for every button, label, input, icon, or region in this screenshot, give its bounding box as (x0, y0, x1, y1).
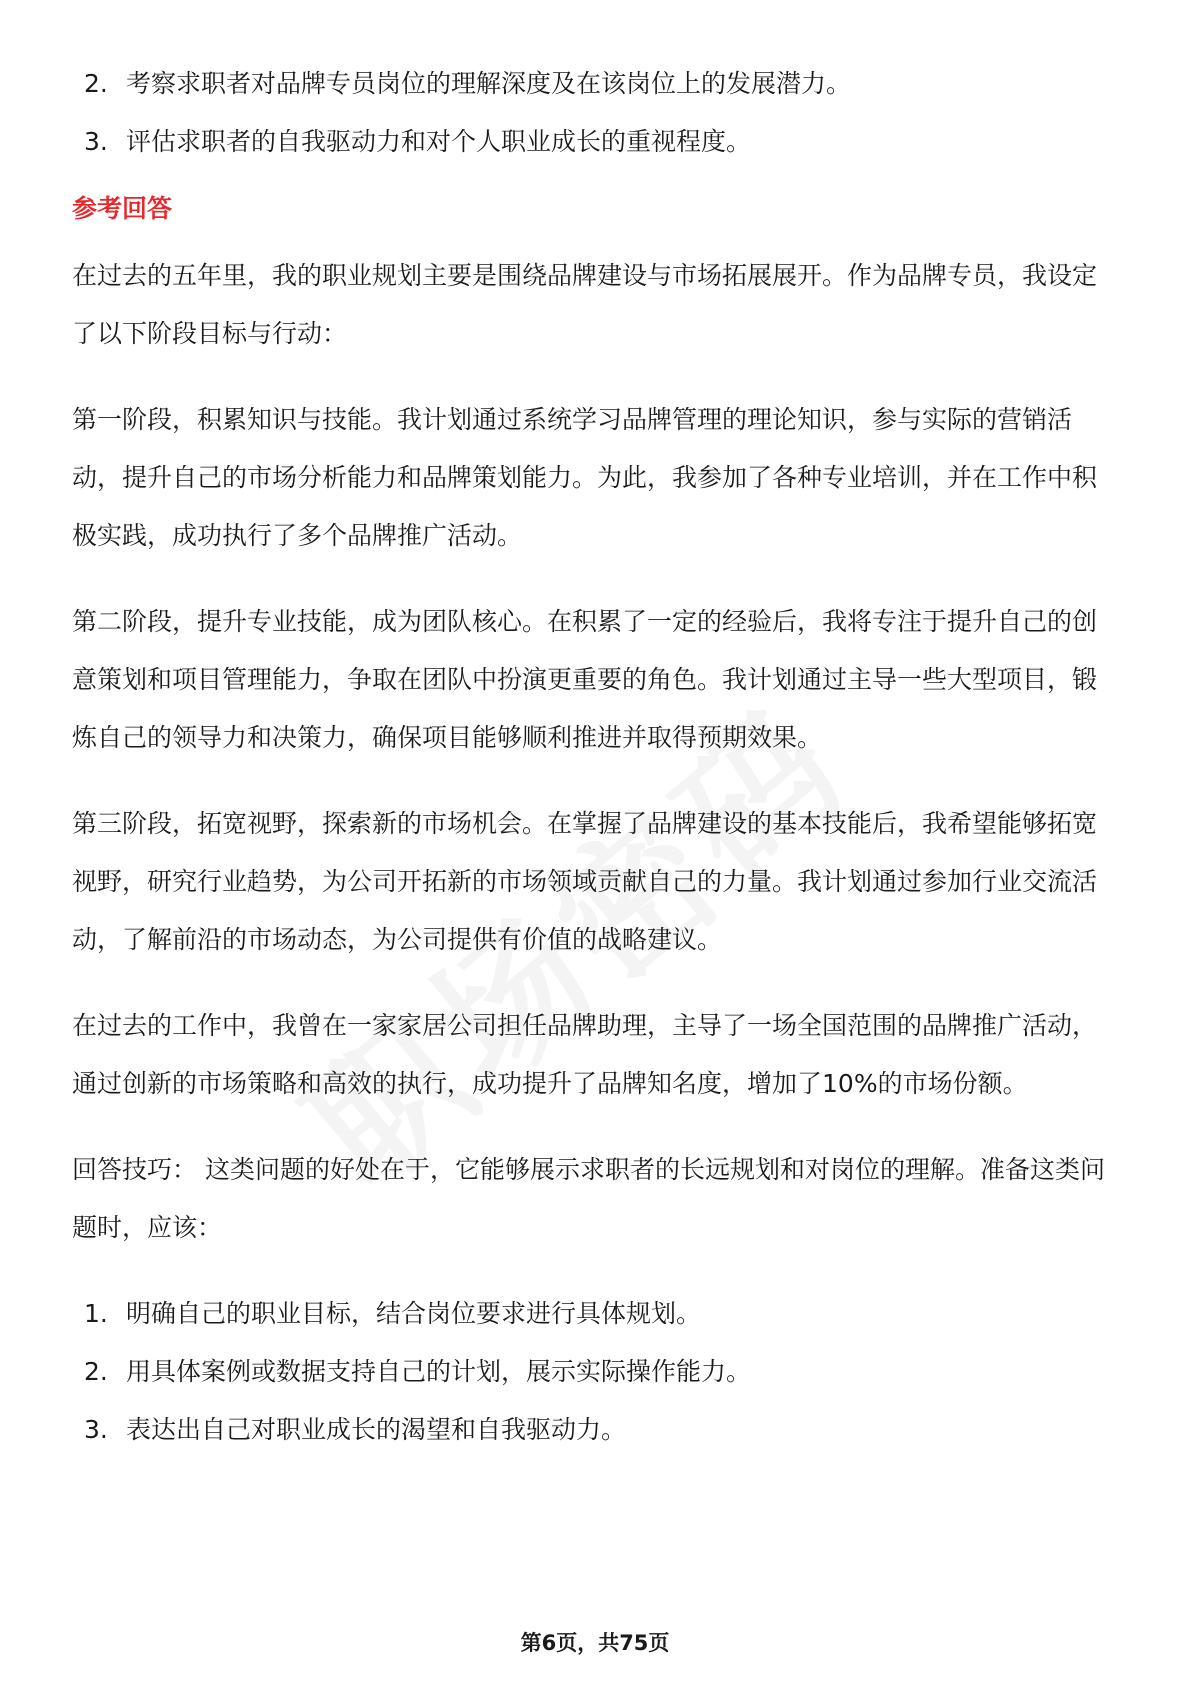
paragraph-stage-one: 第一阶段，积累知识与技能。我计划通过系统学习品牌管理的理论知识，参与实际的营销活动，提升自己的市场分析能力和品牌策划能力。为此，我参加了各种专业培训，并在工作中积极实践，成功执行了多个品牌推广活动。 (72, 405, 1098, 550)
list-text: 用具体案例或数据支持自己的计划，展示实际操作能力。 (126, 1357, 752, 1386)
list-item (72, 1343, 1120, 1401)
evaluation-points-list (72, 55, 1120, 171)
page-content (72, 55, 1120, 1459)
list-text: 明确自己的职业目标，结合岗位要求进行具体规划。 (126, 1299, 702, 1328)
list-item (72, 1401, 1120, 1459)
list-text: 考察求职者对品牌专员岗位的理解深度及在该岗位上的发展潜力。 (126, 69, 852, 98)
paragraph-intro: 在过去的五年里，我的职业规划主要是围绕品牌建设与市场拓展展开。作为品牌专员，我设定了以下阶段目标与行动： (72, 261, 1098, 348)
tips-list (72, 1285, 1120, 1459)
paragraph-stage-three: 第三阶段，拓宽视野，探索新的市场机会。在掌握了品牌建设的基本技能后，我希望能够拓宽视野，研究行业趋势，为公司开拓新的市场领域贡献自己的力量。我计划通过参加行业交流活动，了解前沿的市场动态，为公司提供有价值的战略建议。 (72, 809, 1098, 954)
list-item (72, 1285, 1120, 1343)
list-number: 3. (84, 127, 108, 156)
list-number: 2. (84, 1357, 108, 1386)
paragraph-experience: 在过去的工作中，我曾在一家家居公司担任品牌助理，主导了一场全国范围的品牌推广活动，通过创新的市场策略和高效的执行，成功提升了品牌知名度，增加了10%的市场份额。 (72, 1011, 1098, 1098)
list-text: 表达出自己对职业成长的渴望和自我驱动力。 (126, 1415, 627, 1444)
list-number: 1. (84, 1299, 108, 1328)
list-number: 3. (84, 1415, 108, 1444)
list-item (72, 113, 1120, 171)
list-item (72, 55, 1120, 113)
paragraph-stage-two: 第二阶段，提升专业技能，成为团队核心。在积累了一定的经验后，我将专注于提升自己的创意策划和项目管理能力，争取在团队中扮演更重要的角色。我计划通过主导一些大型项目，锻炼自己的领导力和决策力，确保项目能够顺利推进并取得预期效果。 (72, 607, 1098, 752)
page-number-footer: 第6页，共75页 (520, 1631, 670, 1655)
list-number: 2. (84, 69, 108, 98)
section-heading-reference-answer: 参考回答 (72, 194, 173, 223)
paragraph-answer-tips: 回答技巧： 这类问题的好处在于，它能够展示求职者的长远规划和对岗位的理解。准备这类问题时，应该： (72, 1155, 1105, 1242)
list-text: 评估求职者的自我驱动力和对个人职业成长的重视程度。 (126, 127, 752, 156)
